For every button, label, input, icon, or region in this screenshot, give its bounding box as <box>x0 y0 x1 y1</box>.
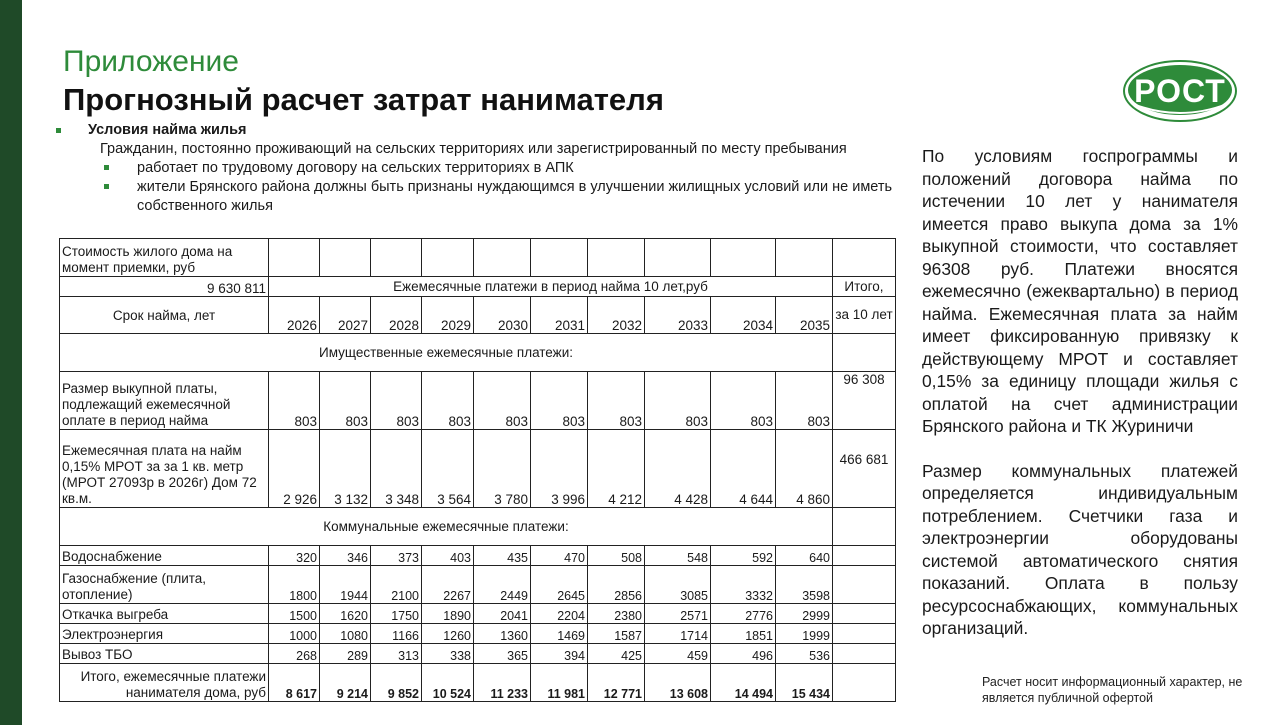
house-cost-value: 9 630 811 <box>60 277 269 297</box>
total-value: 13 608 <box>645 664 711 702</box>
rent-value: 4 212 <box>588 430 645 508</box>
table-row <box>60 624 896 644</box>
rent-value: 3 564 <box>422 430 474 508</box>
utility-value: 1851 <box>711 624 776 644</box>
utility-value: 2999 <box>776 604 833 624</box>
utility-value: 640 <box>776 546 833 566</box>
utility-value: 1000 <box>269 624 320 644</box>
total-value: 9 852 <box>371 664 422 702</box>
utility-value: 2204 <box>531 604 588 624</box>
cost-table <box>59 238 896 702</box>
utility-value: 1260 <box>422 624 474 644</box>
buyout-value: 803 <box>320 372 371 430</box>
year-cell: 2026 <box>269 297 320 334</box>
explanation-text <box>922 145 1238 662</box>
utility-value: 2041 <box>474 604 531 624</box>
rent-value: 3 132 <box>320 430 371 508</box>
utility-value: 2380 <box>588 604 645 624</box>
buyout-value: 803 <box>645 372 711 430</box>
property-section-header: Имущественные ежемесячные платежи: <box>60 334 833 372</box>
conditions-item: работает по трудовому договору на сельских территориях в АПК <box>56 159 906 178</box>
disclaimer-note: Расчет носит информационный характер, не является публичной офертой <box>982 675 1243 705</box>
utility-value: 425 <box>588 644 645 664</box>
rent-value: 3 348 <box>371 430 422 508</box>
total-value: 8 617 <box>269 664 320 702</box>
utility-value: 2449 <box>474 566 531 604</box>
total-value: 9 214 <box>320 664 371 702</box>
utility-value: 496 <box>711 644 776 664</box>
utility-value: 289 <box>320 644 371 664</box>
utility-value: 1587 <box>588 624 645 644</box>
table-row <box>60 277 896 297</box>
left-accent-bar <box>0 0 22 725</box>
utility-value: 508 <box>588 546 645 566</box>
explanation-paragraph: По условиям госпрограммы и положений договора найма по истечении 10 лет у нанимателя имеется право выкупа дома за 1% выкупной стоимости, что составляет 96308 руб. Платежи вносятся ежемесячно (ежеквартально) в период найма. Ежемесячная плата за найм имеет фиксированную привязку к действующему МРОТ и составляет 0,15% за единицу площади жилья с оплатой на счет администрации Брянского района и ТК Журиничи <box>922 146 1238 436</box>
utility-value: 1999 <box>776 624 833 644</box>
utility-value: 1166 <box>371 624 422 644</box>
utility-value: 1360 <box>474 624 531 644</box>
utility-value: 394 <box>531 644 588 664</box>
house-cost-label: Стоимость жилого дома на момент приемки, руб <box>60 239 269 277</box>
utility-value: 1714 <box>645 624 711 644</box>
buyout-value: 803 <box>776 372 833 430</box>
total-value: 12 771 <box>588 664 645 702</box>
rent-label: Ежемесячная плата на найм 0,15% МРОТ за за 1 кв. метр (МРОТ 27093р в 2026г) Дом 72 кв.м. <box>60 430 269 508</box>
total-value: 11 233 <box>474 664 531 702</box>
utility-value: 1080 <box>320 624 371 644</box>
utility-value: 373 <box>371 546 422 566</box>
utility-label: Вывоз ТБО <box>60 644 269 664</box>
rost-logo <box>1123 60 1237 122</box>
utility-value: 268 <box>269 644 320 664</box>
buyout-total: 96 308 <box>833 372 896 430</box>
total-row-label: Итого, ежемесячные платежи нанимателя дома, руб <box>60 664 269 702</box>
buyout-label: Размер выкупной платы, подлежащий ежемесячной оплате в период найма <box>60 372 269 430</box>
utility-label: Откачка выгреба <box>60 604 269 624</box>
conditions-heading: Условия найма жилья <box>56 121 906 140</box>
monthly-header: Ежемесячные платежи в период найма 10 лет,руб <box>269 277 833 297</box>
buyout-value: 803 <box>711 372 776 430</box>
utility-value: 365 <box>474 644 531 664</box>
rent-value: 4 428 <box>645 430 711 508</box>
utility-value: 548 <box>645 546 711 566</box>
rent-value: 2 926 <box>269 430 320 508</box>
rent-value: 4 860 <box>776 430 833 508</box>
utility-label: Газоснабжение (плита, отопление) <box>60 566 269 604</box>
total-header-2: за 10 лет <box>833 297 896 334</box>
explanation-paragraph: Размер коммунальных платежей определяется индивидуальным потреблением. Счетчики газа и электроэнергии оборудованы системой автоматического снятия показаний. Оплата в пользу ресурсоснабжающих, коммунальных организаций. <box>922 460 1238 638</box>
term-label: Срок найма, лет <box>60 297 269 334</box>
table-row <box>60 430 896 508</box>
year-cell: 2033 <box>645 297 711 334</box>
table-row <box>60 239 896 277</box>
utility-value: 2100 <box>371 566 422 604</box>
table-row <box>60 334 896 372</box>
page-subtitle: Приложение <box>63 45 239 78</box>
rent-value: 3 996 <box>531 430 588 508</box>
utility-label: Водоснабжение <box>60 546 269 566</box>
utility-label: Электроэнергия <box>60 624 269 644</box>
conditions-intro: Гражданин, постоянно проживающий на сельских территориях или зарегистрированный по месту пребывания <box>100 141 847 157</box>
rent-value: 4 644 <box>711 430 776 508</box>
table-row <box>60 297 896 334</box>
table-row <box>60 644 896 664</box>
table-row <box>60 546 896 566</box>
logo-text: РОСТ <box>1134 73 1226 109</box>
table-row <box>60 508 896 546</box>
year-cell: 2032 <box>588 297 645 334</box>
table-row <box>60 604 896 624</box>
total-value: 10 524 <box>422 664 474 702</box>
conditions-block <box>56 121 906 216</box>
utility-value: 1750 <box>371 604 422 624</box>
utility-value: 1800 <box>269 566 320 604</box>
utility-value: 470 <box>531 546 588 566</box>
buyout-value: 803 <box>474 372 531 430</box>
utility-value: 3332 <box>711 566 776 604</box>
utilities-section-header: Коммунальные ежемесячные платежи: <box>60 508 833 546</box>
utility-value: 1620 <box>320 604 371 624</box>
utility-value: 338 <box>422 644 474 664</box>
year-cell: 2030 <box>474 297 531 334</box>
year-cell: 2027 <box>320 297 371 334</box>
conditions-item: жители Брянского района должны быть признаны нуждающимся в улучшении жилищных условий или не иметь собственного жилья <box>56 178 906 216</box>
year-cell: 2035 <box>776 297 833 334</box>
rent-total: 466 681 <box>833 430 896 508</box>
total-value: 15 434 <box>776 664 833 702</box>
rent-value: 3 780 <box>474 430 531 508</box>
buyout-value: 803 <box>371 372 422 430</box>
utility-value: 435 <box>474 546 531 566</box>
utility-value: 3085 <box>645 566 711 604</box>
utility-value: 2776 <box>711 604 776 624</box>
utility-value: 2571 <box>645 604 711 624</box>
page-title: Прогнозный расчет затрат нанимателя <box>63 82 664 117</box>
utility-value: 1944 <box>320 566 371 604</box>
total-value: 11 981 <box>531 664 588 702</box>
total-value: 14 494 <box>711 664 776 702</box>
utility-value: 592 <box>711 546 776 566</box>
utility-value: 1500 <box>269 604 320 624</box>
table-row <box>60 566 896 604</box>
utility-value: 346 <box>320 546 371 566</box>
utility-value: 536 <box>776 644 833 664</box>
table-row <box>60 372 896 430</box>
utility-value: 2267 <box>422 566 474 604</box>
year-cell: 2029 <box>422 297 474 334</box>
utility-value: 313 <box>371 644 422 664</box>
utility-value: 1890 <box>422 604 474 624</box>
buyout-value: 803 <box>269 372 320 430</box>
year-cell: 2034 <box>711 297 776 334</box>
buyout-value: 803 <box>531 372 588 430</box>
table-row <box>60 664 896 702</box>
buyout-value: 803 <box>422 372 474 430</box>
utility-value: 3598 <box>776 566 833 604</box>
utility-value: 2645 <box>531 566 588 604</box>
utility-value: 2856 <box>588 566 645 604</box>
utility-value: 320 <box>269 546 320 566</box>
year-cell: 2028 <box>371 297 422 334</box>
utility-value: 403 <box>422 546 474 566</box>
year-cell: 2031 <box>531 297 588 334</box>
utility-value: 1469 <box>531 624 588 644</box>
total-header: Итого, <box>833 277 896 297</box>
buyout-value: 803 <box>588 372 645 430</box>
utility-value: 459 <box>645 644 711 664</box>
